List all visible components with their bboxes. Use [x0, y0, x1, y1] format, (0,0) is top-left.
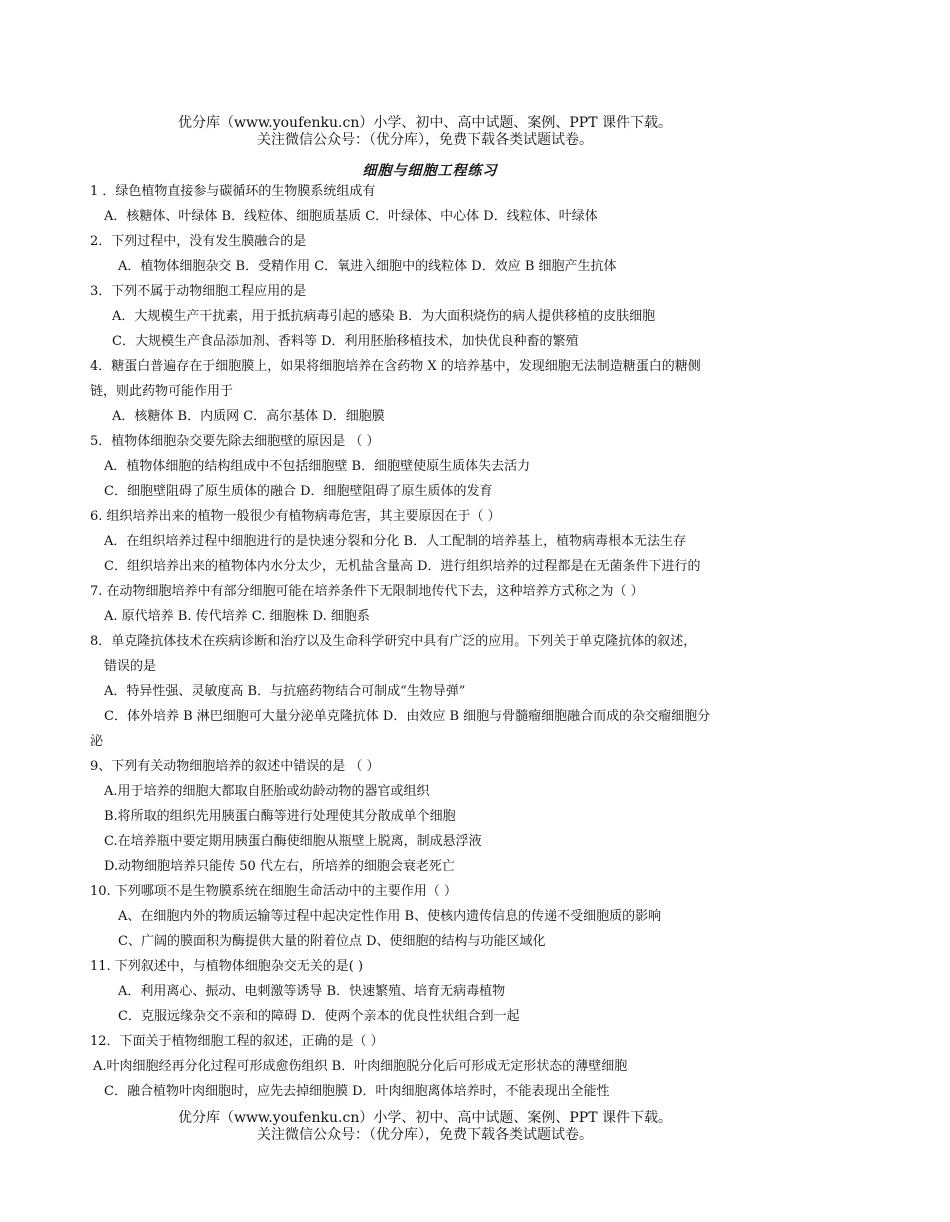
- question-1: 1 ．绿色植物直接参与碳循环的生物膜系统组成有: [90, 184, 376, 199]
- question-10: 10. 下列哪项不是生物膜系统在细胞生命活动中的主要作用（ ）: [90, 884, 457, 899]
- question-6-options-cd: C．组织培养出来的植物体内水分太少，无机盐含量高 D．进行组织培养的过程都是在无菌条件下进行的: [104, 559, 701, 574]
- question-9-option-a: A.用于培养的细胞大都取自胚胎或幼龄动物的器官或组织: [104, 784, 430, 799]
- question-2: 2．下列过程中，没有发生膜融合的是: [90, 234, 307, 249]
- question-9-option-b: B.将所取的组织先用胰蛋白酶等进行处理使其分散成单个细胞: [104, 809, 456, 824]
- footer-line-2: 关注微信公众号：（优分库），免费下载各类试题试卷。: [257, 1127, 593, 1143]
- question-12-options-cd: C．融合植物叶肉细胞时，应先去掉细胞膜 D．叶肉细胞离体培养时，不能表现出全能性: [104, 1084, 610, 1099]
- question-4-options: A．核糖体 B．内质网 C．高尔基体 D．细胞膜: [112, 409, 385, 424]
- question-3-options-ab: A．大规模生产干扰素，用于抵抗病毒引起的感染 B．为大面积烧伤的病人提供移植的皮肤细胞: [112, 309, 656, 324]
- question-11: 11. 下列叙述中，与植物体细胞杂交无关的是( ): [90, 959, 364, 974]
- question-3-options-cd: C．大规模生产食品添加剂、香料等 D．利用胚胎移植技术，加快优良种畜的繁殖: [112, 334, 579, 349]
- question-6-options-ab: A．在组织培养过程中细胞进行的是快速分裂和分化 B．人工配制的培养基上，植物病毒根本无法生存: [104, 534, 687, 549]
- question-5-options-cd: C．细胞壁阻碍了原生质体的融合 D．细胞壁阻碍了原生质体的发育: [104, 484, 493, 499]
- question-10-options-ab: A、在细胞内外的物质运输等过程中起决定性作用 B、使核内遗传信息的传递不受细胞质的影响: [118, 909, 662, 924]
- question-9: 9、下列有关动物细胞培养的叙述中错误的是 （ ）: [90, 759, 380, 774]
- question-11-options-cd: C．克服远缘杂交不亲和的障碍 D．使两个亲本的优良性状组合到一起: [118, 1009, 520, 1024]
- question-7-options: A. 原代培养 B. 传代培养 C. 细胞株 D. 细胞系: [104, 609, 370, 624]
- header-line-2: 关注微信公众号：（优分库），免费下载各类试题试卷。: [257, 132, 593, 148]
- question-12-options-ab: A.叶肉细胞经再分化过程可形成愈伤组织 B．叶肉细胞脱分化后可形成无定形状态的薄壁细胞: [93, 1059, 628, 1074]
- question-4: 4．糖蛋白普遍存在于细胞膜上，如果将细胞培养在含药物 X 的培养基中，发现细胞无法制造糖蛋白的糖侧: [90, 359, 701, 374]
- question-5: 5．植物体细胞杂交要先除去细胞壁的原因是 （ ）: [90, 434, 380, 449]
- question-9-option-d: D.动物细胞培养只能传 50 代左右，所培养的细胞会衰老死亡: [104, 859, 455, 874]
- question-4-continued: 链，则此药物可能作用于: [90, 384, 234, 399]
- question-8-options-ab: A．特异性强、灵敏度高 B．与抗癌药物结合可制成“生物导弹”: [104, 684, 466, 699]
- question-9-option-c: C.在培养瓶中要定期用胰蛋白酶使细胞从瓶壁上脱离，制成悬浮液: [104, 834, 482, 849]
- footer-line-1: 优分库（www.youfenku.cn）小学、初中、高中试题、案例、PPT 课件下载。: [177, 1110, 672, 1126]
- question-1-options: A．核糖体、叶绿体 B．线粒体、细胞质基质 C．叶绿体、中心体 D．线粒体、叶绿体: [104, 209, 598, 224]
- question-12: 12．下面关于植物细胞工程的叙述，正确的是（ ）: [90, 1034, 384, 1049]
- question-2-options: A．植物体细胞杂交 B．受精作用 C．氧进入细胞中的线粒体 D．效应 B 细胞产生抗体: [118, 259, 617, 274]
- question-7: 7. 在动物细胞培养中有部分细胞可能在培养条件下无限制地传代下去，这种培养方式称之为（ ）: [90, 584, 644, 599]
- page-title: 细胞与细胞工程练习: [362, 163, 498, 179]
- question-8: 8．单克隆抗体技术在疾病诊断和治疗以及生命科学研究中具有广泛的应用。下列关于单克隆抗体的叙述，: [90, 634, 697, 649]
- header-line-1: 优分库（www.youfenku.cn）小学、初中、高中试题、案例、PPT 课件下载。: [177, 115, 672, 131]
- question-11-options-ab: A．利用离心、振动、电刺激等诱导 B．快速繁殖、培育无病毒植物: [118, 984, 506, 999]
- question-8-continued: 错误的是: [104, 659, 157, 674]
- question-8-options-cd-continued: 泌: [90, 734, 104, 749]
- question-10-options-cd: C、广阔的膜面积为酶提供大量的附着位点 D、使细胞的结构与功能区域化: [118, 934, 546, 949]
- question-6: 6. 组织培养出来的植物一般很少有植物病毒危害，其主要原因在于（ ）: [90, 509, 501, 524]
- question-3: 3．下列不属于动物细胞工程应用的是: [90, 284, 307, 299]
- question-8-options-cd: C．体外培养 B 淋巴细胞可大量分泌单克隆抗体 D．由效应 B 细胞与骨髓瘤细胞融合而成的杂交瘤细胞分: [104, 709, 711, 724]
- question-5-options-ab: A．植物体细胞的结构组成中不包括细胞壁 B．细胞壁使原生质体失去活力: [104, 459, 531, 474]
